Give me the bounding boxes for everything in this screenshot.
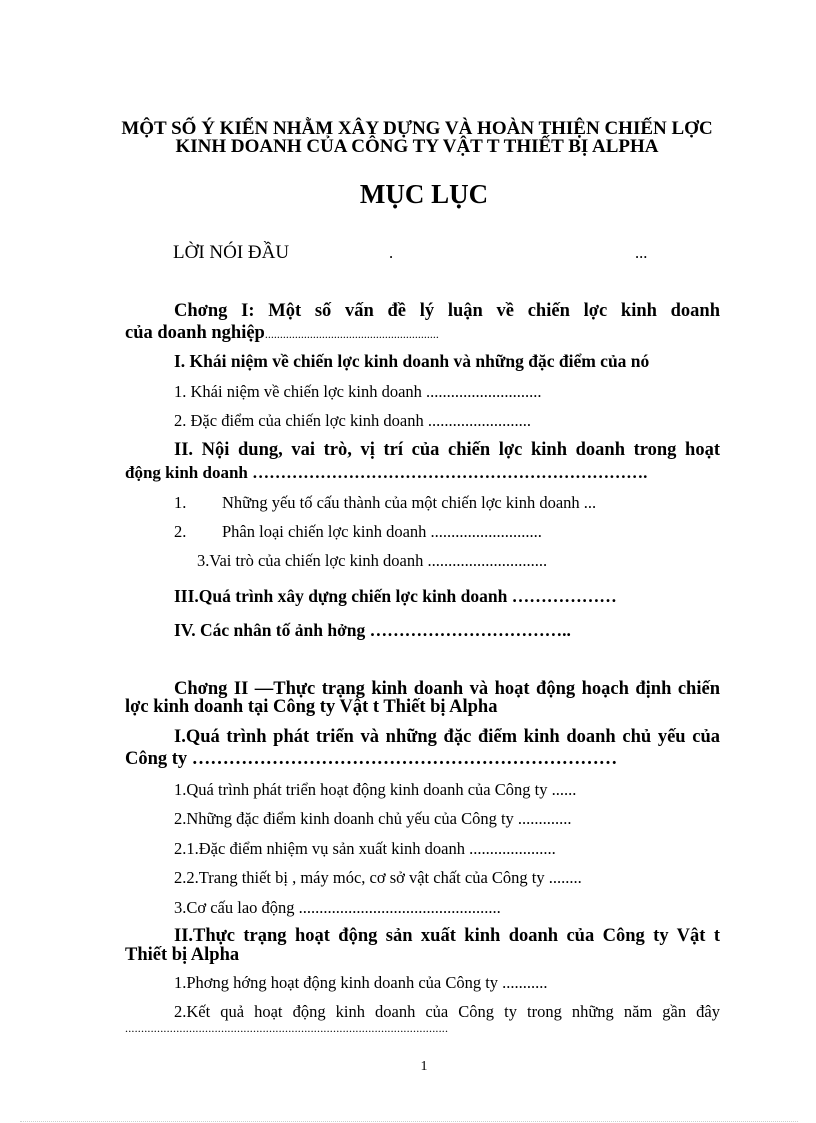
page-bottom-border xyxy=(20,1121,798,1122)
toc-chapter-2-item-1-2-1: 2.1.Đặc điểm nhiệm vụ sản xuất kinh doanh ..................... xyxy=(174,839,556,858)
toc-chapter-1-item-2-2: Phân loại chiến lợc kinh doanh ........................... xyxy=(222,522,542,541)
toc-chapter-1-item-1-1: 1. Khái niệm về chiến lợc kinh doanh ............................ xyxy=(174,382,542,401)
document-title-line-1: MỘT SỐ Ý KIẾN NHẰM XÂY DỰNG VÀ HOÀN THIỆN CHIẾN LỢC xyxy=(121,118,713,139)
toc-chapter-2-item-2-1: 1.Phơng hớng hoạt động kinh doanh của Công ty ........... xyxy=(174,973,548,992)
toc-chapter-1-item-1-2: 2. Đặc điểm của chiến lợc kinh doanh ......................... xyxy=(174,411,531,430)
toc-chapter-2-section-2: II.Thực trạng hoạt động sản xuất kinh doanh của Công ty Vật t xyxy=(174,926,720,946)
toc-chapter-2-item-1-2: 2.Những đặc điểm kinh doanh chủ yếu của Công ty ............. xyxy=(174,809,572,828)
toc-chapter-2-title-cont: lợc kinh doanh tại Công ty Vật t Thiết bị Alpha xyxy=(125,697,498,717)
toc-chapter-1-section-3: III.Quá trình xây dựng chiến lợc kinh doanh ……………… xyxy=(174,586,617,606)
toc-preface-dot: . xyxy=(389,243,394,262)
toc-chapter-1-section-1: I. Khái niệm về chiến lợc kinh doanh và những đặc điểm của nó xyxy=(174,351,650,371)
toc-chapter-1-title: Chơng I: Một số vấn đề lý luận về chiến lợc kinh doanh xyxy=(174,301,720,321)
toc-chapter-1-item-2-1: Những yếu tố cấu thành của một chiến lợc kinh doanh ... xyxy=(222,493,597,512)
toc-chapter-2-item-1-3: 3.Cơ cấu lao động ................................................. xyxy=(174,898,501,917)
toc-chapter-2-item-2-2: 2.Kết quả hoạt động kinh doanh của Công ty trong những năm gần đây xyxy=(174,1002,720,1021)
toc-chapter-2-section-1-cont: Công ty …………………………………………………………… xyxy=(125,749,618,769)
toc-chapter-1-section-2: II. Nội dung, vai trò, vị trí của chiến lợc kinh doanh trong hoạt xyxy=(174,440,720,460)
toc-chapter-1-section-2-cont: động kinh doanh ……………………………………………………………. xyxy=(125,463,648,482)
toc-chapter-2-item-2-2-dots: ..................................................................................................... xyxy=(125,1021,449,1035)
toc-chapter-2-item-1-1: 1.Quá trình phát triển hoạt động kinh doanh của Công ty ...... xyxy=(174,780,577,799)
toc-chapter-1-title-cont: của doanh nghiệp.......................................................... xyxy=(125,323,439,343)
toc-preface-dots: ... xyxy=(635,243,648,262)
document-title-line-2: KINH DOANH CỦA CÔNG TY VẬT T THIẾT BỊ ALPHA xyxy=(175,136,659,157)
toc-chapter-2-title: Chơng II —Thực trạng kinh doanh và hoạt động hoạch định chiến xyxy=(174,679,720,699)
toc-chapter-2-section-2-cont: Thiết bị Alpha xyxy=(125,945,240,965)
toc-preface-label: LỜI NÓI ĐẦU xyxy=(173,242,290,263)
toc-chapter-2-item-1-2-2: 2.2.Trang thiết bị , máy móc, cơ sở vật chất của Công ty ........ xyxy=(174,868,582,887)
toc-chapter-1-section-4: IV. Các nhân tố ảnh hởng …………………………….. xyxy=(174,620,571,640)
toc-chapter-1-item-2-3: 3.Vai trò của chiến lợc kinh doanh ............................. xyxy=(197,551,548,570)
toc-chapter-2-section-1: I.Quá trình phát triển và những đặc điểm kinh doanh chủ yếu của xyxy=(174,727,720,747)
page-number: 1 xyxy=(420,1059,428,1074)
toc-heading: MỤC LỤC xyxy=(359,179,489,209)
toc-chapter-1-item-2-2-number: 2. xyxy=(174,522,187,541)
toc-chapter-1-item-2-1-number: 1. xyxy=(174,493,187,512)
